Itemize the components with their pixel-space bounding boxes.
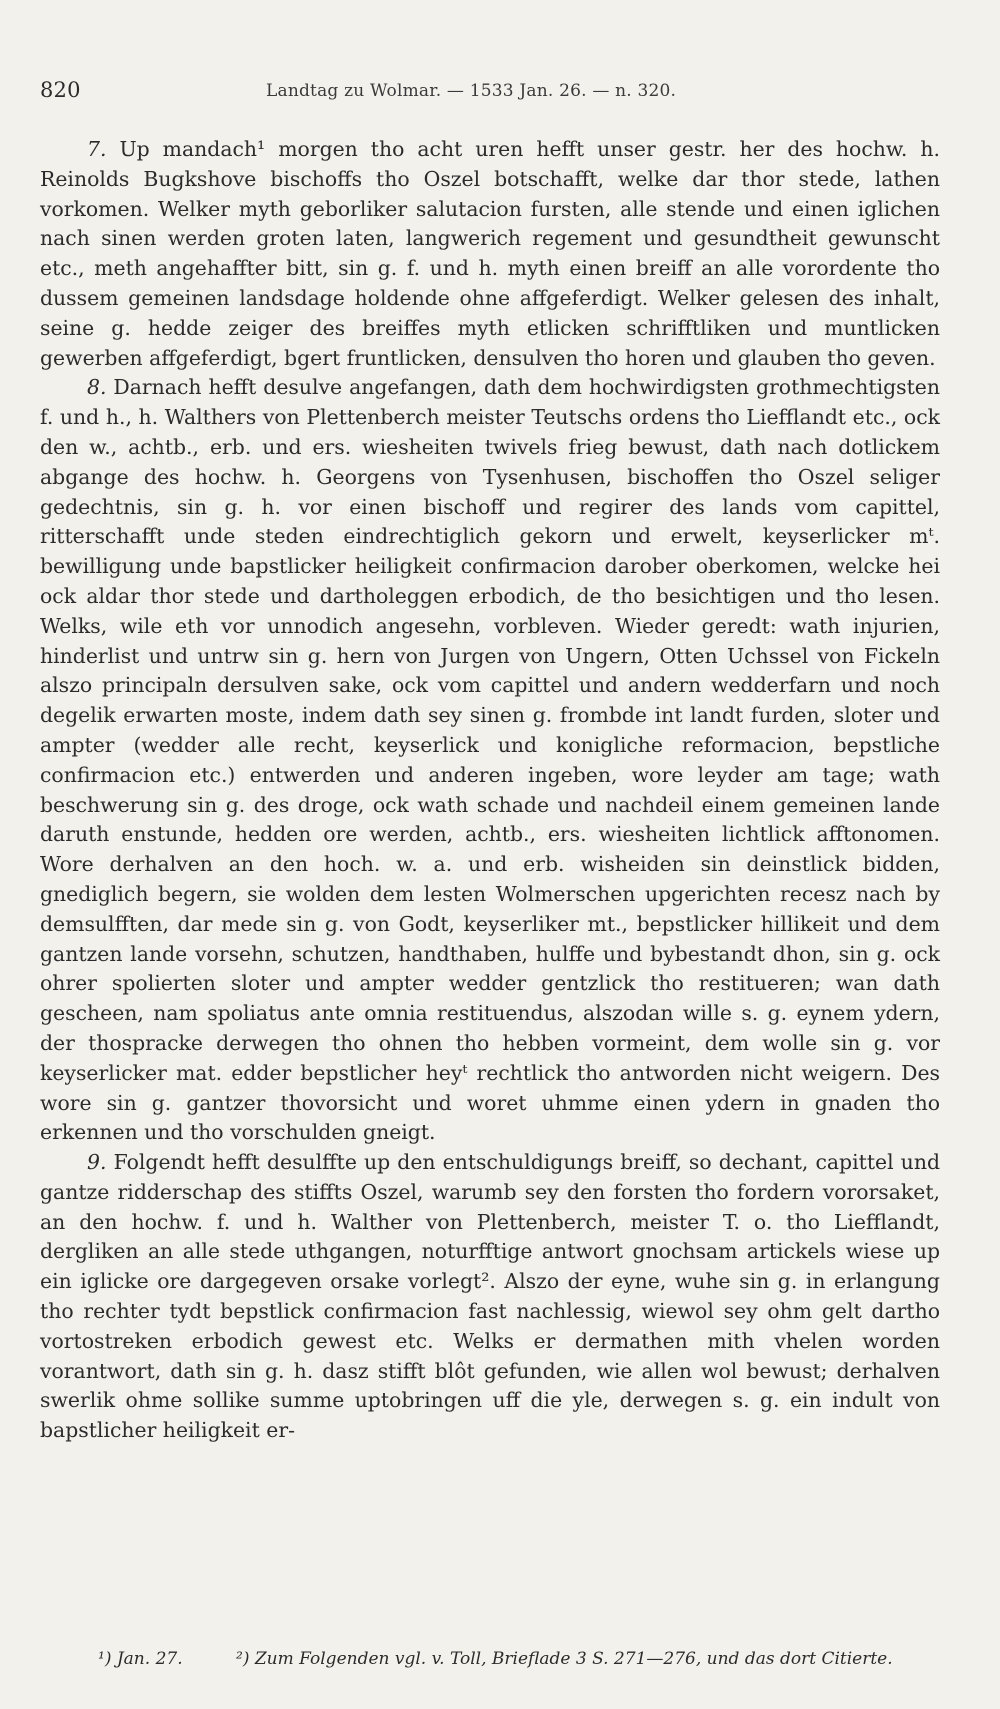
page-header (40, 72, 940, 112)
paragraph-number: 7. (87, 137, 107, 161)
footnote-mark: ¹) (98, 1649, 112, 1669)
paragraph-7 (40, 135, 940, 373)
footnote-text: Zum Folgenden vgl. v. Toll, Brieflade 3 S. 271—276, und das dort Citierte. (254, 1649, 893, 1669)
footnote-mark: ²) (236, 1649, 250, 1669)
footnote-2 (236, 1649, 893, 1669)
page-number: 820 (40, 78, 81, 102)
paragraph-text: Up mandach¹ morgen tho acht uren hefft unser gestr. her des hochw. h. Reinolds Bugkshove bischoffs tho Oszel botschafft, welke dar thor stede, lathen vorkomen. Welker myth geborliker salutacion fursten, alle stende und einen iglichen nach sinen werden groten laten, langwerich regement und gesundtheit gewunscht etc., meth angehaffter bitt, sin g. f. und h. myth einen breiff an alle vorordente tho dussem gemeinen landsdage holdende ohne affgeferdigt. Welker gelesen des inhalt, seine g. hedde zeiger des breiffes myth etlicken schrifftliken und muntlicken gewerben affgeferdigt, bgert fruntlicken, densulven tho horen und glauben tho geven. (40, 137, 940, 370)
paragraph-text: Darnach hefft desulve angefangen, dath dem hochwirdigsten grothmechtigsten f. und h., h. Walthers von Plettenberch meister Teutschs ordens tho Liefflandt etc., ock den w., achtb., erb. und ers. wiesheiten twivels frieg bewust, dath nach dotlickem abgange des hochw. h. Georgens von Tysenhusen, bischoffen tho Oszel seliger gedechtnis, sin g. h. vor einen bischoff und regirer des lands vom capittel, ritterschafft unde steden eindrechtiglich gekorn und erwelt, keyserlicker mᵗ. bewilligung unde bapstlicker heiligkeit confirmacion darober oberkomen, welcke hei ock aldar thor stede und dartholeggen erbodich, de tho besichtigen und tho lesen. Welks, wile eth vor unnodich angesehn, vorbleven. Wieder geredt: wath injurien, hinderlist und untrw sin g. hern von Jurgen von Ungern, Otten Uchssel von Fickeln alszo principaln dersulven sake, ock vom capittel und andern wedderfarn und noch degelik erwarten moste, indem dath sey sinen g. frombde int landt furden, sloter und ampter (wedder alle recht, keyserlick und konigliche reformacion, bepstliche confirmacion etc.) entwerden und anderen ingeben, wore leyder am tage; wath beschwerung sin g. des droge, ock wath schade und nachdeil einem gemeinen lande daruth enstunde, hedden ore werden, achtb., ers. wiesheiten lichtlick afftonomen. Wore derhalven an den hoch. w. a. und erb. wisheiden sin deinstlick bidden, gnediglich begern, sie wolden dem lesten Wolmerschen upgerichten recesz nach by demsulfften, dar mede sin g. von Godt, keyserliker mt., bepstlicker hillikeit und dem gantzen lande vorsehn, schutzen, handthaben, hulffe und bybestandt dhon, sin g. ock ohrer spolierten sloter und ampter wedder gentzlick tho restitueren; wan dath gescheen, nam spoliatus ante omnia restituendus, alszodan wille s. g. eynem ydern, der thospracke derwegen tho ohnen tho hebben vormeint, dem wolle sin g. vor keyserlicker mat. edder bepstlicher heyᵗ rechtlick tho antworden nicht weigern. Des wore sin g. gantzer thovorsicht und woret uhmme einen ydern in gnaden tho erkennen und tho vorschulden gneigt. (40, 375, 940, 1145)
footnote-1 (98, 1649, 183, 1669)
footnote-text: Jan. 27. (116, 1649, 183, 1669)
running-title: Landtag zu Wolmar. — 1533 Jan. 26. — n. 320. (266, 81, 677, 101)
paragraph-8 (40, 373, 940, 1148)
paragraph-number: 9. (87, 1150, 107, 1175)
paragraph-text: Folgendt hefft desulffte up den entschuldigungs breiff, so dechant, capittel und gantze ridderschap des stiffts Oszel, warumb sey den forsten tho fordern vororsaket, an den hochw. f. und h. Walther von Plettenberch, meister T. o. tho Liefflandt, dergliken an alle stede uthgangen, noturfftige antwort gnochsam artickels wiese up ein iglicke ore dargegeven orsake vorlegt². Alszo der eyne, wuhe sin g. in erlangung tho rechter tydt bepstlick confirmacion fast nachlessig, wiewol sey ohm gelt dartho vortostreken erbodich gewest etc. Welks er dermathen mith vhelen worden vorantwort, dath sin g. h. dasz stifft blôt gefunden, wie allen wol bewust; derhalven swerlik ohme sollike summe uptobringen uff die yle, derwegen s. g. ein indult von bapstlicher heiligkeit er- (40, 1150, 941, 1443)
body-text (40, 135, 940, 1446)
paragraph-number: 8. (87, 375, 107, 400)
paragraph-9 (40, 1148, 940, 1446)
